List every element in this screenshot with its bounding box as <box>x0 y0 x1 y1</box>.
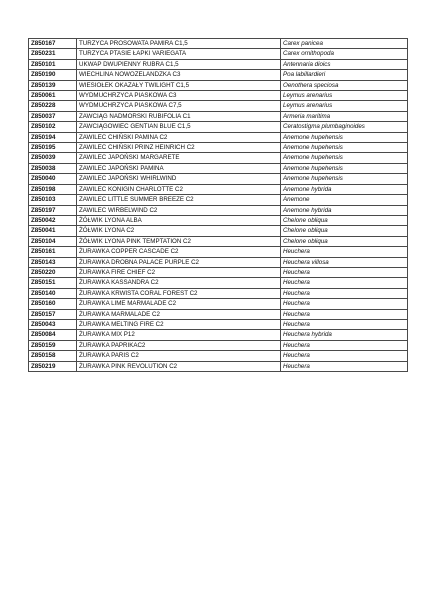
product-code-cell: Z850140 <box>29 288 77 298</box>
product-name-cell: ŻURAWKA MELTING FIRE C2 <box>77 319 281 329</box>
latin-name-cell: Anemone hupehensis <box>281 163 408 173</box>
product-code-cell: Z850219 <box>29 361 77 371</box>
table-row <box>29 247 408 257</box>
product-code-cell: Z850231 <box>29 49 77 59</box>
product-name-cell: ZAWILEC WIRBELWIND C2 <box>77 205 281 215</box>
table-row <box>29 226 408 236</box>
latin-name-cell: Anemone hupehensis <box>281 174 408 184</box>
product-code-cell: Z850195 <box>29 143 77 153</box>
table-row <box>29 361 408 371</box>
table-row <box>29 236 408 246</box>
product-code-cell: Z850104 <box>29 236 77 246</box>
product-name-cell: TURZYCA PROSOWATA PAMIRA C1,5 <box>77 39 281 49</box>
table-row <box>29 153 408 163</box>
product-code-cell: Z850151 <box>29 278 77 288</box>
latin-name-cell: Armeria maritima <box>281 111 408 121</box>
table-row <box>29 132 408 142</box>
table-row <box>29 215 408 225</box>
product-name-cell: TURZYCA PTASIE ŁAPKI VARIEGATA <box>77 49 281 59</box>
latin-name-cell: Heuchera <box>281 267 408 277</box>
product-name-cell: WYDMUCHRZYCA PIASKOWA C7,5 <box>77 101 281 111</box>
latin-name-cell: Heuchera <box>281 361 408 371</box>
product-name-cell: ZAWCIĄGOWIEC GENTIAN BLUE C1,5 <box>77 122 281 132</box>
product-name-cell: ŻURAWKA COPPER CASCADE C2 <box>77 247 281 257</box>
table-row <box>29 184 408 194</box>
product-code-cell: Z850103 <box>29 195 77 205</box>
table-row <box>29 340 408 350</box>
table-row <box>29 205 408 215</box>
product-code-cell: Z850040 <box>29 174 77 184</box>
latin-name-cell: Chelone obliqua <box>281 226 408 236</box>
product-code-cell: Z850039 <box>29 153 77 163</box>
table-row <box>29 80 408 90</box>
table-row <box>29 351 408 361</box>
table-row <box>29 59 408 69</box>
latin-name-cell: Heuchera <box>281 351 408 361</box>
table-row <box>29 49 408 59</box>
table-row <box>29 122 408 132</box>
product-name-cell: ŻURAWKA MIX P12 <box>77 330 281 340</box>
latin-name-cell: Oenothera speciosa <box>281 80 408 90</box>
product-name-cell: ZAWILEC JAPOŃSKI WHIRLWIND <box>77 174 281 184</box>
product-name-cell: ZAWILEC CHIŃSKI PRINZ HEINRICH C2 <box>77 143 281 153</box>
latin-name-cell: Anemone <box>281 195 408 205</box>
product-code-cell: Z850061 <box>29 91 77 101</box>
table-row <box>29 267 408 277</box>
table-row <box>29 309 408 319</box>
latin-name-cell: Anemone hybrida <box>281 184 408 194</box>
product-name-cell: ŻÓŁWIK LYONA PINK TEMPTATION C2 <box>77 236 281 246</box>
product-code-cell: Z850160 <box>29 299 77 309</box>
latin-name-cell: Heuchera villosa <box>281 257 408 267</box>
product-name-cell: ZAWCIĄG NADMORSKI RUBIFOLIA C1 <box>77 111 281 121</box>
product-code-cell: Z850157 <box>29 309 77 319</box>
product-code-cell: Z850220 <box>29 267 77 277</box>
product-code-cell: Z850228 <box>29 101 77 111</box>
product-code-cell: Z850102 <box>29 122 77 132</box>
product-code-cell: Z850158 <box>29 351 77 361</box>
table-body <box>29 39 408 372</box>
plant-table <box>28 38 408 372</box>
product-name-cell: ZAWILEC KONIGIN CHARLOTTE C2 <box>77 184 281 194</box>
product-name-cell: ŻURAWKA MARMALADE C2 <box>77 309 281 319</box>
table-row <box>29 143 408 153</box>
product-name-cell: ZAWILEC JAPOŃSKI PAMINA <box>77 163 281 173</box>
product-name-cell: ŻURAWKA KASSANDRA C2 <box>77 278 281 288</box>
latin-name-cell: Anemone hybrida <box>281 205 408 215</box>
table-row <box>29 278 408 288</box>
latin-name-cell: Chelone obliqua <box>281 215 408 225</box>
latin-name-cell: Leymus arenarius <box>281 91 408 101</box>
table-row <box>29 70 408 80</box>
product-name-cell: ŻURAWKA LIME MARMALADE C2 <box>77 299 281 309</box>
product-code-cell: Z850037 <box>29 111 77 121</box>
product-code-cell: Z850167 <box>29 39 77 49</box>
table-row <box>29 101 408 111</box>
product-code-cell: Z850043 <box>29 319 77 329</box>
product-code-cell: Z850198 <box>29 184 77 194</box>
latin-name-cell: Ceratostigma plumbaginoides <box>281 122 408 132</box>
product-name-cell: ZAWILEC CHIŃSKI PAMINA C2 <box>77 132 281 142</box>
product-code-cell: Z850197 <box>29 205 77 215</box>
latin-name-cell: Heuchera <box>281 340 408 350</box>
latin-name-cell: Carex panicea <box>281 39 408 49</box>
product-name-cell: ZAWILEC JAPOŃSKI MARGARETE <box>77 153 281 163</box>
product-code-cell: Z850042 <box>29 215 77 225</box>
product-code-cell: Z850159 <box>29 340 77 350</box>
latin-name-cell: Chelone obliqua <box>281 236 408 246</box>
product-name-cell: ŻURAWKA FIRE CHIEF C2 <box>77 267 281 277</box>
product-code-cell: Z850041 <box>29 226 77 236</box>
latin-name-cell: Carex ornithopoda <box>281 49 408 59</box>
product-name-cell: ZAWILEC LITTLE SUMMER BREEZE C2 <box>77 195 281 205</box>
table-row <box>29 299 408 309</box>
product-name-cell: WIESIOŁEK OKAZAŁY TWILIGHT C1,5 <box>77 80 281 90</box>
latin-name-cell: Heuchera <box>281 309 408 319</box>
latin-name-cell: Anemone hupehensis <box>281 132 408 142</box>
latin-name-cell: Heuchera <box>281 288 408 298</box>
latin-name-cell: Heuchera hybrida <box>281 330 408 340</box>
latin-name-cell: Heuchera <box>281 247 408 257</box>
product-code-cell: Z850190 <box>29 70 77 80</box>
document-page <box>28 38 400 372</box>
latin-name-cell: Antennaria dioics <box>281 59 408 69</box>
table-row <box>29 111 408 121</box>
latin-name-cell: Anemone hupehensis <box>281 153 408 163</box>
product-name-cell: ŻÓŁWIK LYONA C2 <box>77 226 281 236</box>
table-row <box>29 91 408 101</box>
product-code-cell: Z850084 <box>29 330 77 340</box>
table-row <box>29 288 408 298</box>
table-row <box>29 319 408 329</box>
latin-name-cell: Heuchera <box>281 278 408 288</box>
table-row <box>29 257 408 267</box>
latin-name-cell: Leymus arenarius <box>281 101 408 111</box>
product-name-cell: ŻURAWKA PINK REVOLUTION C2 <box>77 361 281 371</box>
table-row <box>29 163 408 173</box>
product-name-cell: WIECHLINA NOWOZELANDZKA C3 <box>77 70 281 80</box>
product-name-cell: ŻURAWKA DROBNA PALACE PURPLE C2 <box>77 257 281 267</box>
table-row <box>29 195 408 205</box>
product-name-cell: ŻURAWKA PAPRIKAC2 <box>77 340 281 350</box>
product-code-cell: Z850143 <box>29 257 77 267</box>
product-code-cell: Z850194 <box>29 132 77 142</box>
product-code-cell: Z850161 <box>29 247 77 257</box>
product-name-cell: ŻURAWKA PARIS C2 <box>77 351 281 361</box>
table-row <box>29 39 408 49</box>
latin-name-cell: Heuchera <box>281 299 408 309</box>
product-name-cell: UKWAP DWUPIENNY RUBRA C1,5 <box>77 59 281 69</box>
product-name-cell: WYDMUCHRZYCA PIASKOWA C3 <box>77 91 281 101</box>
latin-name-cell: Heuchera <box>281 319 408 329</box>
table-row <box>29 174 408 184</box>
product-name-cell: ŻÓŁWIK LYONA ALBA <box>77 215 281 225</box>
latin-name-cell: Poa labillardieri <box>281 70 408 80</box>
latin-name-cell: Anemone hupehensis <box>281 143 408 153</box>
table-row <box>29 330 408 340</box>
product-code-cell: Z850101 <box>29 59 77 69</box>
product-name-cell: ŻURAWKA KRWISTA CORAL FOREST C2 <box>77 288 281 298</box>
product-code-cell: Z850038 <box>29 163 77 173</box>
product-code-cell: Z850139 <box>29 80 77 90</box>
